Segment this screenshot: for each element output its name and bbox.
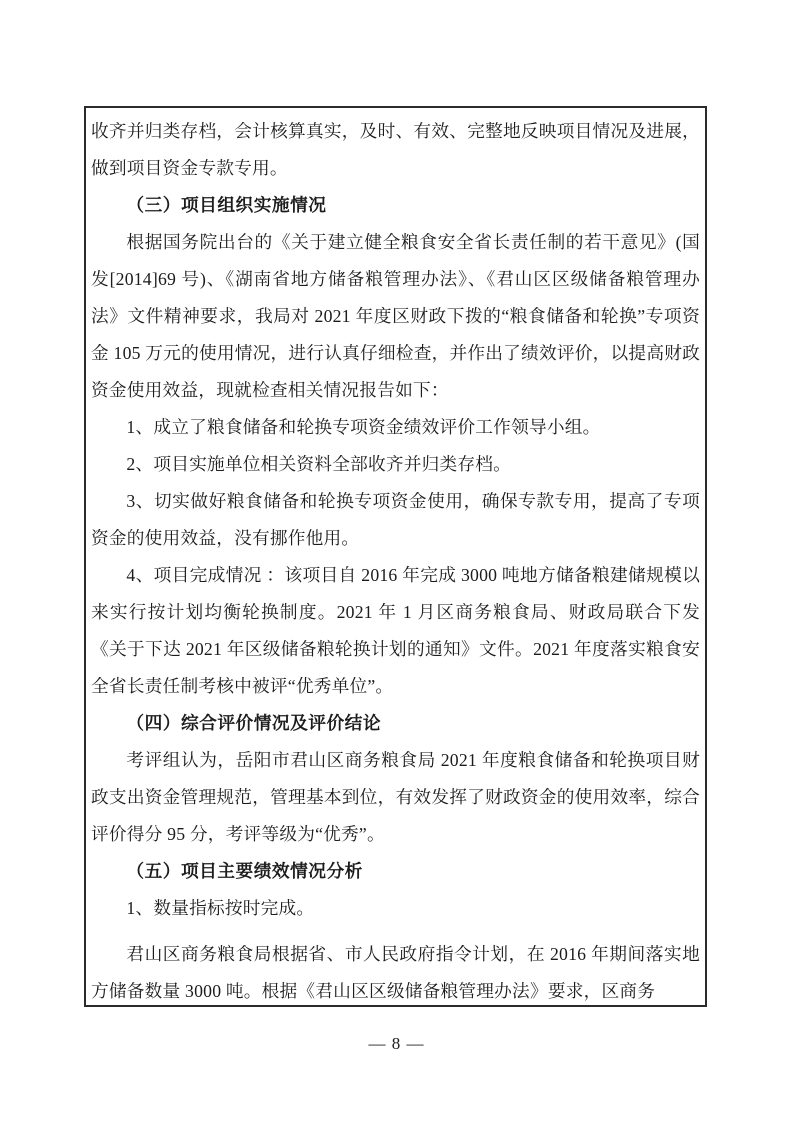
list-item-quantity-indicator: 1、数量指标按时完成。 bbox=[126, 898, 315, 918]
list-item-1: 1、成立了粮食储备和轮换专项资金绩效评价工作领导小组。 bbox=[126, 417, 601, 437]
heading-section-4: （四）综合评价情况及评价结论 bbox=[126, 713, 382, 733]
page-number: — 8 — bbox=[368, 1034, 425, 1053]
heading-section-5: （五）项目主要绩效情况分析 bbox=[126, 861, 363, 881]
list-item-3: 3、切实做好粮食储备和轮换专项资金使用，确保专款专用，提高了专项资金的使用效益，没有挪作他用。 bbox=[91, 491, 700, 548]
list-item-4-completion: 4、项目完成情况 ：该项目自 2016 年完成 3000 吨地方储备粮建储规模以来实行按计划均衡轮换制度。2021 年 1 月区商务粮食局、财政局联合下发《关于下达 2021 年区级储备粮轮换计划的通知》文件。2021 年度落实粮食安全省长责任制考核中被评“优秀单位”。 bbox=[91, 565, 700, 696]
content-border-box bbox=[84, 106, 707, 1007]
paragraph-quantity-detail: 君山区商务粮食局根据省、市人民政府指令计划，在 2016 年期间落实地方储备数量 3000 吨。根据《君山区区级储备粮管理办法》要求，区商务 bbox=[91, 944, 700, 1001]
paragraph-continuation: 收齐并归类存档，会计核算真实，及时、有效、完整地反映项目情况及进展，做到项目资金专款专用。 bbox=[91, 121, 700, 178]
list-item-2: 2、项目实施单位相关资料全部收齐并归类存档。 bbox=[126, 454, 512, 474]
paragraph-policy-basis: 根据国务院出台的《关于建立健全粮食安全省长责任制的若干意见》(国发[2014]69 号)、《湖南省地方储备粮管理办法》、《君山区区级储备粮管理办法》文件精神要求，我局对 2021 年度区财政下拨的“粮食储备和轮换”专项资金 105 万元的使用情况，进行认真仔细检查，并作出了绩效评价，以提高财政资金使用效益，现就检查相关情况报告如下： bbox=[91, 232, 700, 400]
heading-section-3: （三）项目组织实施情况 bbox=[126, 195, 327, 215]
paragraph-evaluation-conclusion: 考评组认为，岳阳市君山区商务粮食局 2021 年度粮食储备和轮换项目财政支出资金管理规范，管理基本到位，有效发挥了财政资金的使用效率，综合评价得分 95 分，考评等级为“优秀”。 bbox=[91, 750, 700, 844]
